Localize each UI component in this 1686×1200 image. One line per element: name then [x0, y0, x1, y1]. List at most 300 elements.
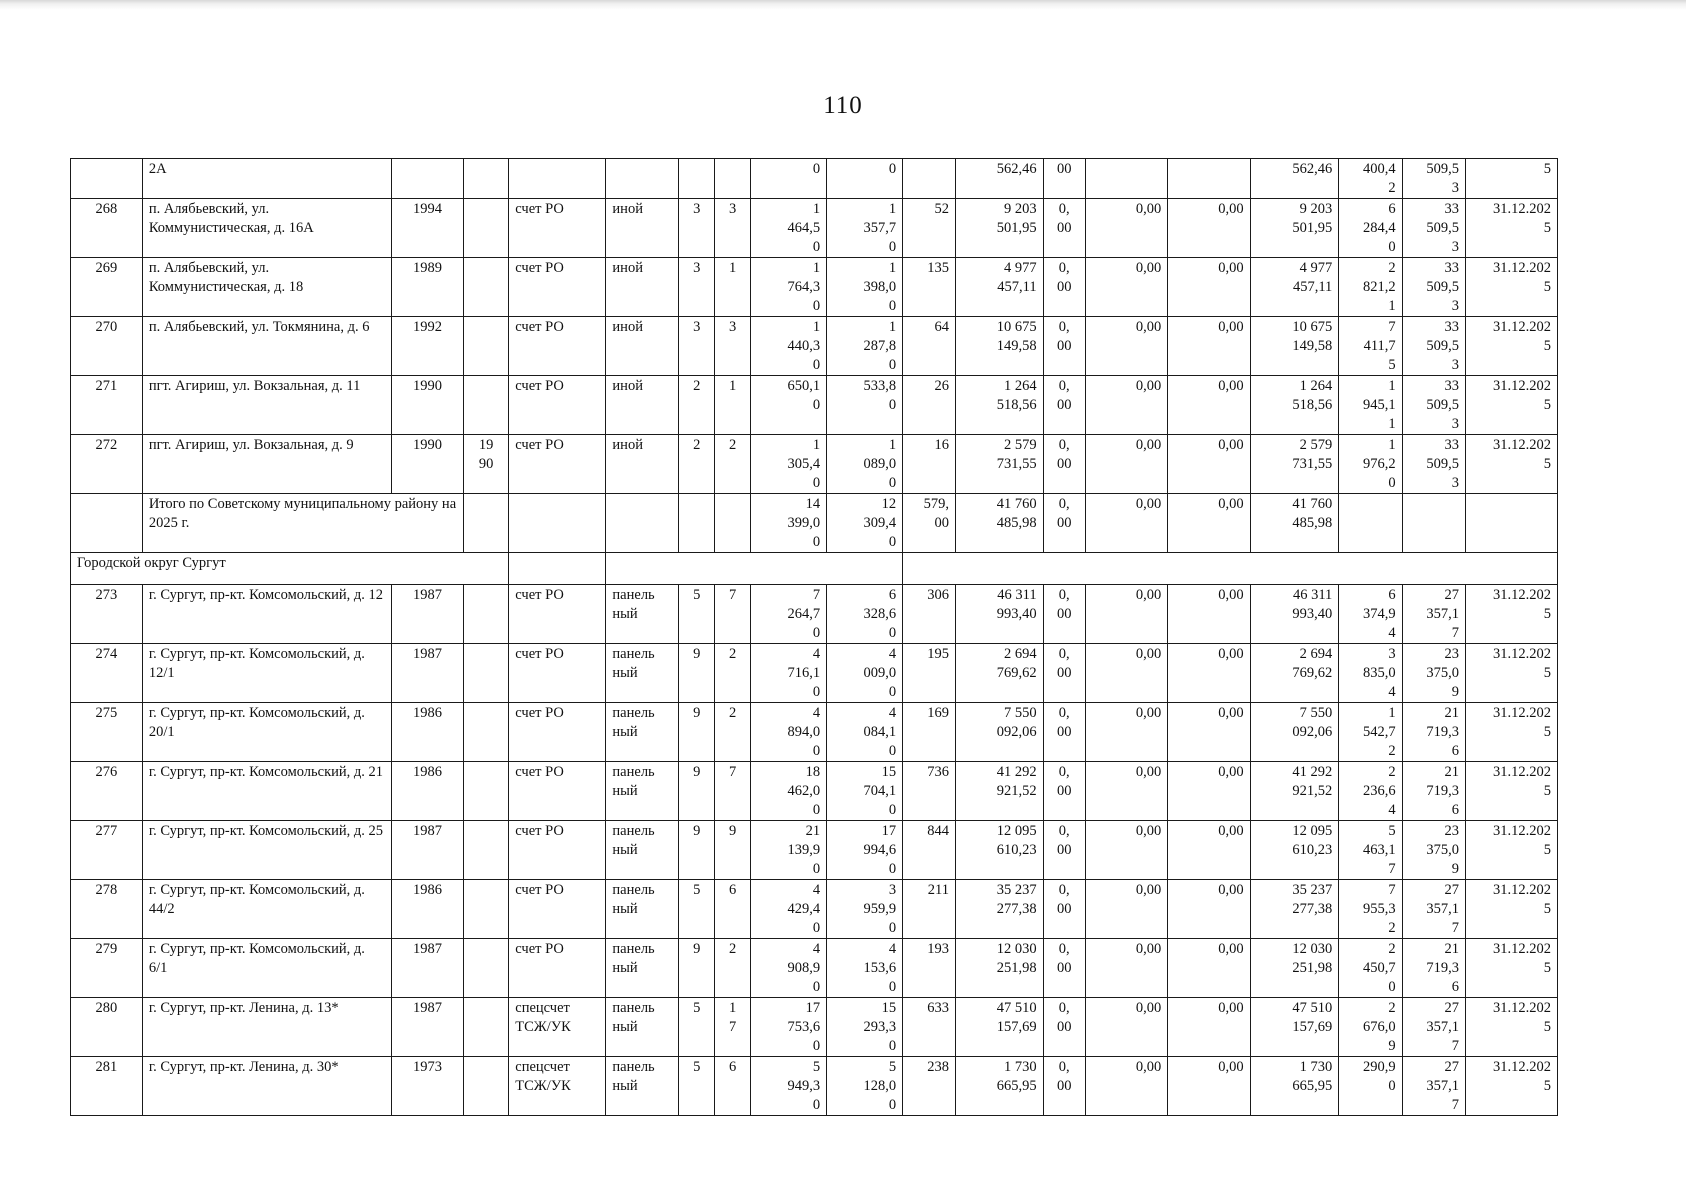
cell-unit-limit: 509,5 3: [1402, 159, 1465, 199]
cell-wall: панель ный: [606, 703, 679, 762]
cell-area-total: 18 462,0 0: [751, 762, 827, 821]
cell-area-living: 4 153,6 0: [827, 939, 903, 998]
cell-fund-method: [509, 553, 606, 585]
cell-area-total: 1 440,3 0: [751, 317, 827, 376]
cell-year-built: 1973: [392, 1057, 464, 1116]
cell-unit-limit: 21 719,3 6: [1402, 762, 1465, 821]
cell-cost-total: 12 095 610,23: [955, 821, 1043, 880]
cell-fund-method: счет РО: [509, 376, 606, 435]
table-row: [71, 585, 1558, 644]
cell-wall: иной: [606, 435, 679, 494]
cell-wall: иной: [606, 376, 679, 435]
table-row: [71, 1057, 1558, 1116]
cell-unit-cost: 2 450,7 0: [1339, 939, 1402, 998]
cell-owner-funds: 2 579 731,55: [1250, 435, 1339, 494]
cell-owner-funds: 12 095 610,23: [1250, 821, 1339, 880]
cell-deadline: 31.12.202 5: [1466, 317, 1558, 376]
cell-fund-regional: 0,00: [1085, 585, 1167, 644]
cell-floors: 5: [679, 998, 715, 1057]
cell-unit-cost: 5 463,1 7: [1339, 821, 1402, 880]
cell-num: 270: [71, 317, 143, 376]
cell-wall: иной: [606, 199, 679, 258]
cell-fund-regional: 0,00: [1085, 376, 1167, 435]
cell-floors: 9: [679, 644, 715, 703]
cell-address: г. Сургут, пр-кт. Комсомольский, д. 44/2: [142, 880, 391, 939]
cell-unit-limit: 27 357,1 7: [1402, 880, 1465, 939]
cell-year-repair: [463, 880, 508, 939]
cell-floors: 2: [679, 376, 715, 435]
cell-year-repair: [463, 199, 508, 258]
cell-area-living: 5 128,0 0: [827, 1057, 903, 1116]
cell-num: 268: [71, 199, 143, 258]
cell-entrances: 2: [715, 939, 751, 998]
cell-num: [71, 494, 143, 553]
cell-area-total: 4 894,0 0: [751, 703, 827, 762]
cell-entrances: 6: [715, 880, 751, 939]
cell-cost-total: 12 030 251,98: [955, 939, 1043, 998]
cell-unit-cost: 2 821,2 1: [1339, 258, 1402, 317]
table-row: [71, 317, 1558, 376]
cell-fund-federal: 0, 00: [1043, 880, 1085, 939]
cell-floors: 3: [679, 199, 715, 258]
cell-fund-local: 0,00: [1168, 585, 1250, 644]
cell-owner-funds: 7 550 092,06: [1250, 703, 1339, 762]
cell-deadline: 31.12.202 5: [1466, 585, 1558, 644]
cell-fund-regional: 0,00: [1085, 199, 1167, 258]
cell-area-living: 15 704,1 0: [827, 762, 903, 821]
cell-fund-regional: 0,00: [1085, 258, 1167, 317]
cell-year-built: 1986: [392, 880, 464, 939]
cell-unit-cost: 3 835,0 4: [1339, 644, 1402, 703]
cell-area-total: 1 305,4 0: [751, 435, 827, 494]
cell-entrances: 1 7: [715, 998, 751, 1057]
cell-unit-cost: [1339, 494, 1402, 553]
cell-num: 275: [71, 703, 143, 762]
cell-fund-federal: 0, 00: [1043, 376, 1085, 435]
cell-deadline: 31.12.202 5: [1466, 880, 1558, 939]
cell-owner-funds: 10 675 149,58: [1250, 317, 1339, 376]
cell-unit-cost: 1 945,1 1: [1339, 376, 1402, 435]
cell-unit-limit: 33 509,5 3: [1402, 317, 1465, 376]
cell-fund-regional: 0,00: [1085, 703, 1167, 762]
cell-residents: 211: [903, 880, 956, 939]
cell-fund-federal: 0, 00: [1043, 585, 1085, 644]
cell-fund-regional: 0,00: [1085, 821, 1167, 880]
cell-address: п. Алябьевский, ул. Коммунистическая, д. 16А: [142, 199, 391, 258]
cell-cost-total: 41 760 485,98: [955, 494, 1043, 553]
cell-floors: 5: [679, 585, 715, 644]
cell-residents: 26: [903, 376, 956, 435]
cell-owner-funds: 1 264 518,56: [1250, 376, 1339, 435]
cell-residents: 193: [903, 939, 956, 998]
cell-floors: 5: [679, 1057, 715, 1116]
cell-fund-federal: 0, 00: [1043, 1057, 1085, 1116]
cell-fund-regional: 0,00: [1085, 880, 1167, 939]
cell-residents: 135: [903, 258, 956, 317]
cell-unit-limit: 21 719,3 6: [1402, 939, 1465, 998]
cell-fund-regional: 0,00: [1085, 644, 1167, 703]
cell-year-built: 1987: [392, 644, 464, 703]
cell-unit-limit: 33 509,5 3: [1402, 376, 1465, 435]
cell-entrances: 7: [715, 585, 751, 644]
cell-year-repair: [463, 762, 508, 821]
cell-unit-cost: 290,9 0: [1339, 1057, 1402, 1116]
cell-floors: [679, 494, 715, 553]
cell-fund-regional: 0,00: [1085, 317, 1167, 376]
cell-unit-limit: 23 375,0 9: [1402, 644, 1465, 703]
cell-residents: 238: [903, 1057, 956, 1116]
cell-address: п. Алябьевский, ул. Токмянина, д. 6: [142, 317, 391, 376]
scan-edge: [0, 0, 1686, 22]
cell-address: г. Сургут, пр-кт. Комсомольский, д. 21: [142, 762, 391, 821]
cell-area-living: 533,8 0: [827, 376, 903, 435]
cell-year-built: 1986: [392, 762, 464, 821]
cell-address: 2А: [142, 159, 391, 199]
cell-cost-total: 1 264 518,56: [955, 376, 1043, 435]
cell-owner-funds: 41 292 921,52: [1250, 762, 1339, 821]
cell-owner-funds: 46 311 993,40: [1250, 585, 1339, 644]
cell-year-repair: [463, 939, 508, 998]
cell-fund-federal: 0, 00: [1043, 762, 1085, 821]
cell-area-total: 14 399,0 0: [751, 494, 827, 553]
cell-fund-method: счет РО: [509, 762, 606, 821]
cell-cost-total: 10 675 149,58: [955, 317, 1043, 376]
cell-unit-limit: 27 357,1 7: [1402, 1057, 1465, 1116]
table-body: [71, 159, 1558, 1116]
cell-entrances: 3: [715, 199, 751, 258]
cell-year-built: 1987: [392, 585, 464, 644]
cell-num: 277: [71, 821, 143, 880]
cell-year-repair: [463, 1057, 508, 1116]
cell-area-living: 17 994,6 0: [827, 821, 903, 880]
cell-year-repair: [463, 703, 508, 762]
table-row: [71, 435, 1558, 494]
cell-unit-cost: 1 976,2 0: [1339, 435, 1402, 494]
cell-cost-total: 1 730 665,95: [955, 1057, 1043, 1116]
cell-owner-funds: 47 510 157,69: [1250, 998, 1339, 1057]
cell-owner-funds: 9 203 501,95: [1250, 199, 1339, 258]
cell-wall: панель ный: [606, 880, 679, 939]
cell-floors: 9: [679, 939, 715, 998]
cell-address: г. Сургут, пр-кт. Комсомольский, д. 25: [142, 821, 391, 880]
section-title: Городской округ Сургут: [71, 553, 509, 585]
cell-deadline: 31.12.202 5: [1466, 376, 1558, 435]
cell-fund-regional: 0,00: [1085, 494, 1167, 553]
cell-owner-funds: 12 030 251,98: [1250, 939, 1339, 998]
cell-fund-federal: 0, 00: [1043, 998, 1085, 1057]
cell-area-living: 4 084,1 0: [827, 703, 903, 762]
cell-year-repair: [463, 376, 508, 435]
cell-unit-cost: 1 542,7 2: [1339, 703, 1402, 762]
cell-entrances: 1: [715, 258, 751, 317]
cell-entrances: 2: [715, 435, 751, 494]
cell-wall: панель ный: [606, 644, 679, 703]
cell-fund-local: 0,00: [1168, 435, 1250, 494]
cell-cost-total: 7 550 092,06: [955, 703, 1043, 762]
cell-fund-local: [1168, 159, 1250, 199]
cell-num: 280: [71, 998, 143, 1057]
cell-cost-total: 9 203 501,95: [955, 199, 1043, 258]
cell-deadline: 31.12.202 5: [1466, 762, 1558, 821]
cell-area-total: 1 764,3 0: [751, 258, 827, 317]
cell-cost-total: 47 510 157,69: [955, 998, 1043, 1057]
cell-fund-regional: 0,00: [1085, 1057, 1167, 1116]
cell-fund-method: спецсчет ТСЖ/УК: [509, 1057, 606, 1116]
cell-fund-method: счет РО: [509, 258, 606, 317]
cell-year-repair: [463, 644, 508, 703]
cell-num: [71, 159, 143, 199]
housing-repair-table: [70, 158, 1558, 1116]
cell-entrances: 6: [715, 1057, 751, 1116]
cell-fund-local: 0,00: [1168, 376, 1250, 435]
section-header-row: [71, 553, 1558, 585]
cell-area-living: 15 293,3 0: [827, 998, 903, 1057]
cell-area-living: 12 309,4 0: [827, 494, 903, 553]
cell-unit-cost: 400,4 2: [1339, 159, 1402, 199]
cell-wall: панель ный: [606, 762, 679, 821]
cell-fund-regional: 0,00: [1085, 998, 1167, 1057]
cell-address: г. Сургут, пр-кт. Ленина, д. 13*: [142, 998, 391, 1057]
cell-cost-total: 4 977 457,11: [955, 258, 1043, 317]
cell-area-total: 1 464,5 0: [751, 199, 827, 258]
cell-fund-local: 0,00: [1168, 762, 1250, 821]
cell-fund-method: счет РО: [509, 317, 606, 376]
cell-fund-federal: 0, 00: [1043, 317, 1085, 376]
cell-deadline: 31.12.202 5: [1466, 644, 1558, 703]
cell-deadline: 31.12.202 5: [1466, 435, 1558, 494]
cell-deadline: [1466, 494, 1558, 553]
cell-area-total: 4 908,9 0: [751, 939, 827, 998]
cell-cost-total: 562,46: [955, 159, 1043, 199]
cell-fund-method: счет РО: [509, 585, 606, 644]
table-row: [71, 998, 1558, 1057]
cell-owner-funds: 1 730 665,95: [1250, 1057, 1339, 1116]
cell-year-repair: [463, 258, 508, 317]
cell-fund-method: счет РО: [509, 435, 606, 494]
cell-fund-federal: 0, 00: [1043, 258, 1085, 317]
cell-fund-regional: 0,00: [1085, 435, 1167, 494]
cell-residents: 195: [903, 644, 956, 703]
cell-num: 279: [71, 939, 143, 998]
cell-deadline: 31.12.202 5: [1466, 1057, 1558, 1116]
cell-address: пгт. Агириш, ул. Вокзальная, д. 11: [142, 376, 391, 435]
cell-area-living: 3 959,9 0: [827, 880, 903, 939]
subtotal-row: [71, 494, 1558, 553]
cell-num: 278: [71, 880, 143, 939]
table-row: [71, 821, 1558, 880]
cell-residents: 633: [903, 998, 956, 1057]
cell-cost-total: 41 292 921,52: [955, 762, 1043, 821]
cell-fund-local: 0,00: [1168, 258, 1250, 317]
cell-year-built: 1987: [392, 939, 464, 998]
cell-residents: 844: [903, 821, 956, 880]
cell-entrances: 3: [715, 317, 751, 376]
cell-wall: панель ный: [606, 939, 679, 998]
cell-fund-federal: 0, 00: [1043, 435, 1085, 494]
cell-fund-method: спецсчет ТСЖ/УК: [509, 998, 606, 1057]
cell-entrances: 1: [715, 376, 751, 435]
cell-fund-local: 0,00: [1168, 998, 1250, 1057]
cell-cost-total: 2 579 731,55: [955, 435, 1043, 494]
cell-fund-federal: 0, 00: [1043, 703, 1085, 762]
cell-unit-limit: 33 509,5 3: [1402, 435, 1465, 494]
cell-floors: 3: [679, 317, 715, 376]
cell-fund-local: 0,00: [1168, 317, 1250, 376]
cell-owner-funds: 4 977 457,11: [1250, 258, 1339, 317]
cell-unit-limit: 21 719,3 6: [1402, 703, 1465, 762]
cell-year-built: 1992: [392, 317, 464, 376]
cell-area-total: 4 716,1 0: [751, 644, 827, 703]
cell-fund-local: 0,00: [1168, 199, 1250, 258]
table-row-continued: [71, 159, 1558, 199]
cell-fund-local: 0,00: [1168, 644, 1250, 703]
cell-num: 274: [71, 644, 143, 703]
cell-area-total: 5 949,3 0: [751, 1057, 827, 1116]
table-row: [71, 880, 1558, 939]
cell-area-living: 1 089,0 0: [827, 435, 903, 494]
cell-year-built: 1986: [392, 703, 464, 762]
cell-num: 272: [71, 435, 143, 494]
cell-cost-total: 46 311 993,40: [955, 585, 1043, 644]
cell-residents: 579, 00: [903, 494, 956, 553]
cell-entrances: 7: [715, 762, 751, 821]
cell-fund-regional: [1085, 159, 1167, 199]
cell-span-wall-to-area: [606, 553, 903, 585]
cell-residents: 169: [903, 703, 956, 762]
cell-fund-local: 0,00: [1168, 939, 1250, 998]
cell-floors: 9: [679, 703, 715, 762]
cell-residents: 64: [903, 317, 956, 376]
cell-unit-cost: 7 411,7 5: [1339, 317, 1402, 376]
cell-unit-cost: 6 284,4 0: [1339, 199, 1402, 258]
cell-fund-federal: 0, 00: [1043, 939, 1085, 998]
cell-residents: 306: [903, 585, 956, 644]
cell-entrances: 2: [715, 644, 751, 703]
cell-year-built: 1990: [392, 376, 464, 435]
cell-area-living: 1 357,7 0: [827, 199, 903, 258]
cell-fund-local: 0,00: [1168, 880, 1250, 939]
cell-year-repair: [463, 494, 508, 553]
cell-cost-total: 35 237 277,38: [955, 880, 1043, 939]
cell-deadline: 31.12.202 5: [1466, 939, 1558, 998]
table-row: [71, 376, 1558, 435]
cell-address: г. Сургут, пр-кт. Комсомольский, д. 6/1: [142, 939, 391, 998]
cell-fund-local: 0,00: [1168, 821, 1250, 880]
cell-wall: панель ный: [606, 821, 679, 880]
cell-address: г. Сургут, пр-кт. Комсомольский, д. 12/1: [142, 644, 391, 703]
cell-owner-funds: 2 694 769,62: [1250, 644, 1339, 703]
cell-year-built: 1994: [392, 199, 464, 258]
cell-area-living: 1 287,8 0: [827, 317, 903, 376]
cell-area-living: 4 009,0 0: [827, 644, 903, 703]
cell-address: г. Сургут, пр-кт. Ленина, д. 30*: [142, 1057, 391, 1116]
cell-residents: 16: [903, 435, 956, 494]
cell-unit-cost: 6 374,9 4: [1339, 585, 1402, 644]
cell-deadline: 5: [1466, 159, 1558, 199]
table-row: [71, 703, 1558, 762]
cell-year-built: [392, 159, 464, 199]
cell-residents: [903, 159, 956, 199]
subtotal-label: Итого по Советскому муниципальному району на 2025 г.: [142, 494, 463, 553]
cell-fund-federal: 0, 00: [1043, 494, 1085, 553]
cell-floors: 9: [679, 762, 715, 821]
cell-residents: 736: [903, 762, 956, 821]
cell-year-repair: [463, 159, 508, 199]
cell-deadline: 31.12.202 5: [1466, 703, 1558, 762]
cell-fund-method: счет РО: [509, 703, 606, 762]
cell-num: 271: [71, 376, 143, 435]
cell-address: г. Сургут, пр-кт. Комсомольский, д. 20/1: [142, 703, 391, 762]
cell-owner-funds: 562,46: [1250, 159, 1339, 199]
cell-deadline: 31.12.202 5: [1466, 821, 1558, 880]
cell-fund-method: счет РО: [509, 939, 606, 998]
cell-fund-method: счет РО: [509, 199, 606, 258]
cell-owner-funds: 41 760 485,98: [1250, 494, 1339, 553]
cell-area-total: 0: [751, 159, 827, 199]
cell-num: 269: [71, 258, 143, 317]
cell-year-repair: [463, 317, 508, 376]
cell-fund-local: 0,00: [1168, 494, 1250, 553]
cell-num: 273: [71, 585, 143, 644]
cell-address: пгт. Агириш, ул. Вокзальная, д. 9: [142, 435, 391, 494]
table-row: [71, 939, 1558, 998]
cell-year-built: 1987: [392, 998, 464, 1057]
cell-area-living: 0: [827, 159, 903, 199]
cell-entrances: [715, 159, 751, 199]
cell-fund-method: счет РО: [509, 821, 606, 880]
cell-num: 276: [71, 762, 143, 821]
cell-year-repair: 19 90: [463, 435, 508, 494]
cell-wall: панель ный: [606, 1057, 679, 1116]
cell-fund-regional: 0,00: [1085, 762, 1167, 821]
cell-num: 281: [71, 1057, 143, 1116]
cell-deadline: 31.12.202 5: [1466, 998, 1558, 1057]
table-row: [71, 644, 1558, 703]
cell-area-total: 21 139,9 0: [751, 821, 827, 880]
cell-area-living: 6 328,6 0: [827, 585, 903, 644]
cell-unit-limit: 27 357,1 7: [1402, 585, 1465, 644]
cell-area-total: 650,1 0: [751, 376, 827, 435]
cell-year-built: 1990: [392, 435, 464, 494]
cell-fund-local: 0,00: [1168, 1057, 1250, 1116]
cell-wall: [606, 159, 679, 199]
cell-area-total: 7 264,7 0: [751, 585, 827, 644]
cell-deadline: 31.12.202 5: [1466, 258, 1558, 317]
cell-unit-limit: 33 509,5 3: [1402, 258, 1465, 317]
cell-floors: 3: [679, 258, 715, 317]
cell-entrances: [715, 494, 751, 553]
cell-unit-cost: 7 955,3 2: [1339, 880, 1402, 939]
cell-fund-federal: 0, 00: [1043, 644, 1085, 703]
cell-unit-cost: 2 236,6 4: [1339, 762, 1402, 821]
cell-fund-local: 0,00: [1168, 703, 1250, 762]
cell-area-living: 1 398,0 0: [827, 258, 903, 317]
cell-fund-method: счет РО: [509, 880, 606, 939]
cell-address: г. Сургут, пр-кт. Комсомольский, д. 12: [142, 585, 391, 644]
cell-fund-method: счет РО: [509, 644, 606, 703]
cell-fund-federal: 00: [1043, 159, 1085, 199]
cell-wall: иной: [606, 317, 679, 376]
cell-year-repair: [463, 585, 508, 644]
cell-entrances: 2: [715, 703, 751, 762]
cell-year-built: 1989: [392, 258, 464, 317]
page-number: 110: [823, 92, 863, 119]
cell-address: п. Алябьевский, ул. Коммунистическая, д. 18: [142, 258, 391, 317]
table-row: [71, 762, 1558, 821]
cell-deadline: 31.12.202 5: [1466, 199, 1558, 258]
cell-owner-funds: 35 237 277,38: [1250, 880, 1339, 939]
cell-fund-federal: 0, 00: [1043, 199, 1085, 258]
